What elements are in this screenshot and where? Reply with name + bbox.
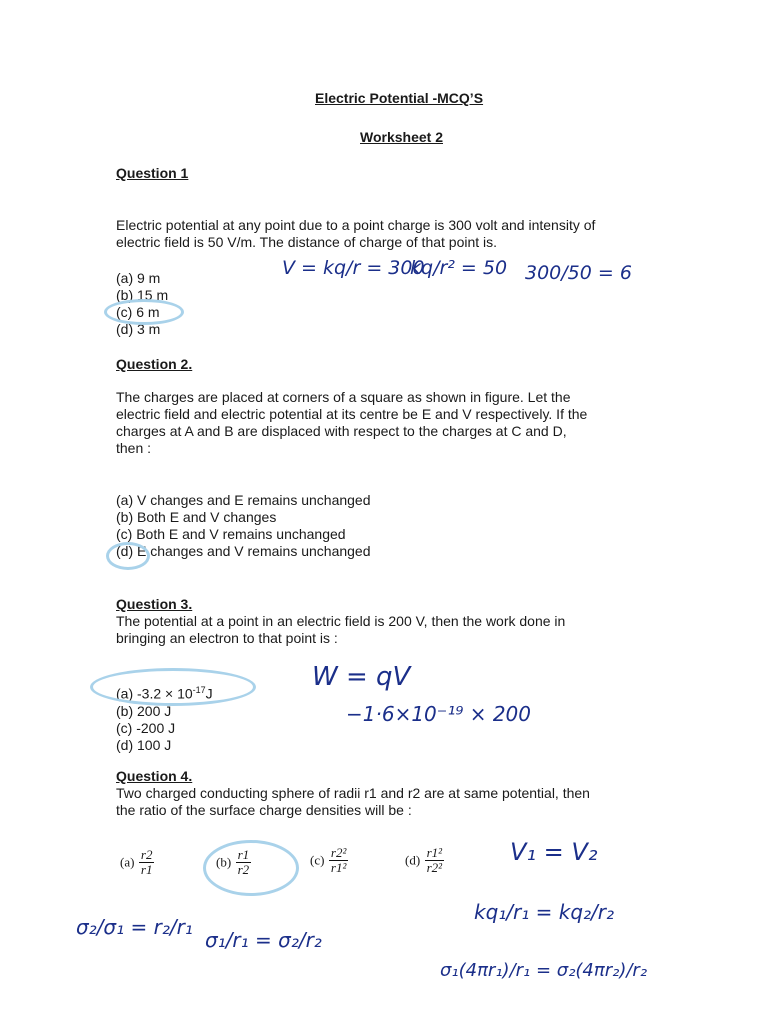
q2-option-c[interactable]: (c) Both E and V remains unchanged [116,526,346,542]
q4-option-a-denominator: r1 [140,862,153,877]
q4-option-c-fraction [329,846,348,875]
q3-option-d[interactable]: (d) 100 J [116,736,172,753]
q3-option-b[interactable]: (b) 200 J [116,702,172,719]
q4-handwriting-kq-ratio: kq₁/r₁ = kq₂/r₂ [474,900,615,924]
q1-option-b[interactable]: (b) 15 m [116,287,169,303]
q4-option-c[interactable] [310,846,348,875]
question-3-line-1: The potential at a point in an electric field is 200 V, then the work done in [116,613,566,629]
question-4-heading: Question 4. [116,768,193,784]
question-4-line-2: the ratio of the surface charge densities will be : [116,802,412,818]
q4-option-b-label: (b) [216,854,232,870]
q3-handwriting-formula: W = qV [312,662,411,692]
question-3-line-2: bringing an electron to that point is : [116,630,338,646]
q4-option-a-numerator: r2 [140,847,153,862]
question-4-text [116,785,676,819]
q4-option-d[interactable] [405,846,444,875]
q4-option-a-fraction [139,848,155,877]
question-2-line-3: charges at A and B are displaced with respect to the charges at C and D, [116,423,567,439]
q2-option-b[interactable]: (b) Both E and V changes [116,509,277,525]
q3-option-c[interactable]: (c) -200 J [116,719,176,736]
q4-option-b-numerator: r1 [237,847,250,862]
q4-selected-circle [203,840,299,896]
q4-option-d-numerator: r1² [426,845,443,860]
q1-handwriting-result: 300/50 = 6 [525,262,632,284]
q4-option-c-label: (c) [310,852,325,868]
q4-option-d-denominator: r2² [426,860,443,875]
q4-option-d-fraction [425,846,444,875]
q4-handwriting-sigma-expansion: σ₁(4πr₁)/r₁ = σ₂(4πr₂)/r₂ [440,960,648,981]
question-2-text [116,389,676,457]
question-3-heading: Question 3. [116,596,193,612]
q1-option-c[interactable]: (c) 6 m [116,304,160,320]
question-1-line-1: Electric potential at any point due to a point charge is 300 volt and intensity of [116,217,596,233]
q3-handwriting-calc: −1·6×10⁻¹⁹ × 200 [346,702,532,726]
worksheet-subtitle: Worksheet 2 [360,129,443,145]
q4-option-c-numerator: r2² [330,845,347,860]
question-1-heading: Question 1 [116,165,189,181]
q4-handwriting-equal-potential: V₁ = V₂ [510,838,598,866]
q4-option-c-denominator: r1² [330,860,347,875]
q3-option-a-prefix: (a) -3.2 × 10 [116,685,193,702]
q1-option-d[interactable]: (d) 3 m [116,321,161,337]
q4-option-b-denominator: r2 [237,862,250,877]
question-2-line-1: The charges are placed at corners of a square as shown in figure. Let the [116,389,571,405]
q4-option-d-label: (d) [405,852,421,868]
question-2-options [116,492,371,560]
q1-handwriting-field: kq/r² = 50 [410,257,508,279]
q2-selected-circle [106,542,150,570]
q4-option-a[interactable] [120,848,154,877]
q1-option-a[interactable]: (a) 9 m [116,270,161,286]
question-2-line-4: then : [116,440,152,456]
q2-option-a[interactable]: (a) V changes and E remains unchanged [116,492,371,508]
q3-option-a-unit: J [205,685,213,702]
q1-handwriting-potential: V = kq/r = 300 [282,257,425,279]
q4-handwriting-sigma-ratio: σ₂/σ₁ = r₂/r₁ [76,915,193,939]
q4-handwriting-sigma-over-r: σ₁/r₁ = σ₂/r₂ [205,928,322,952]
q3-selected-circle [90,668,256,706]
question-3-text [116,613,676,647]
question-2-heading: Question 2. [116,356,193,372]
q3-option-a-exponent: -17 [192,685,206,695]
worksheet-title: Electric Potential -MCQ’S [315,90,484,106]
q2-option-d[interactable]: (d) E changes and V remains unchanged [116,543,371,559]
question-1-line-2: electric field is 50 V/m. The distance of charge of that point is. [116,234,498,250]
q4-option-a-label: (a) [120,854,135,870]
q1-selected-circle [104,299,184,325]
question-4-line-1: Two charged conducting sphere of radii r1 and r2 are at same potential, then [116,785,590,801]
question-1-text [116,217,676,251]
question-2-line-2: electric field and electric potential at its centre be E and V respectively. If the [116,406,588,422]
